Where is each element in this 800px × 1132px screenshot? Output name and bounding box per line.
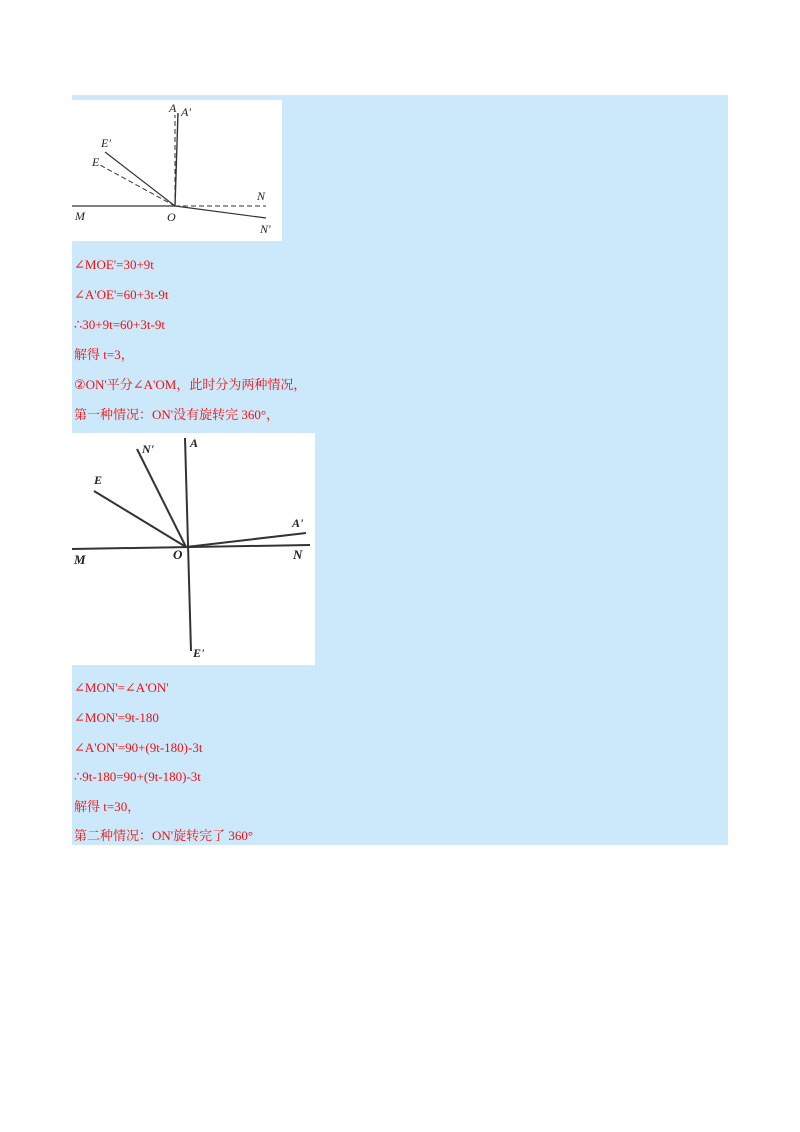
text-line: 第一种情况：ON'没有旋转完 360°，	[74, 407, 280, 422]
text-line: 第二种情况：ON'旋转完了 360°	[74, 828, 254, 843]
line-AE-prime	[185, 438, 191, 651]
label-N-prime: N'	[260, 222, 271, 236]
figure-2-diagram	[72, 433, 315, 665]
label-A-prime: A'	[181, 105, 191, 119]
text-line: ∠MON'=9t-180	[74, 710, 159, 725]
ray-OA-prime	[175, 113, 178, 206]
text-line: ∴30+9t=60+3t-9t	[74, 317, 165, 332]
text-line: ∠MOE'=30+9t	[74, 257, 154, 272]
label-E: E	[92, 155, 100, 169]
label-M: M	[74, 552, 86, 567]
text-line: ∠A'OE'=60+3t-9t	[74, 287, 169, 302]
label-O: O	[167, 210, 176, 224]
figure-1-diagram	[72, 100, 282, 241]
text-line: ∴9t-180=90+(9t-180)-3t	[74, 769, 201, 784]
ray-ON-prime	[175, 206, 266, 218]
label-A: A	[169, 101, 177, 115]
ray-OE-dashed	[100, 165, 175, 206]
label-A-prime: A'	[292, 516, 304, 530]
label-N: N	[293, 547, 303, 562]
label-E-prime: E'	[101, 136, 111, 150]
figure-2	[72, 433, 315, 665]
text-line: 解得 t=3，	[74, 347, 134, 362]
text-line: 解得 t=30，	[74, 799, 141, 814]
label-N-prime: N'	[142, 442, 154, 456]
text-line: ∠MON'=∠A'ON'	[74, 680, 169, 695]
figure-1	[72, 100, 282, 241]
label-M: M	[75, 209, 85, 223]
label-E: E	[94, 473, 103, 487]
text-line: ②ON'平分∠A'OM，此时分为两种情况，	[74, 377, 307, 392]
label-N: N	[257, 189, 266, 203]
label-O: O	[173, 547, 183, 562]
label-A: A	[190, 436, 199, 450]
ray-OE-prime	[105, 152, 175, 206]
label-E-prime: E'	[193, 646, 205, 660]
text-line: ∠A'ON'=90+(9t-180)-3t	[74, 740, 203, 755]
solution-panel	[72, 95, 728, 845]
